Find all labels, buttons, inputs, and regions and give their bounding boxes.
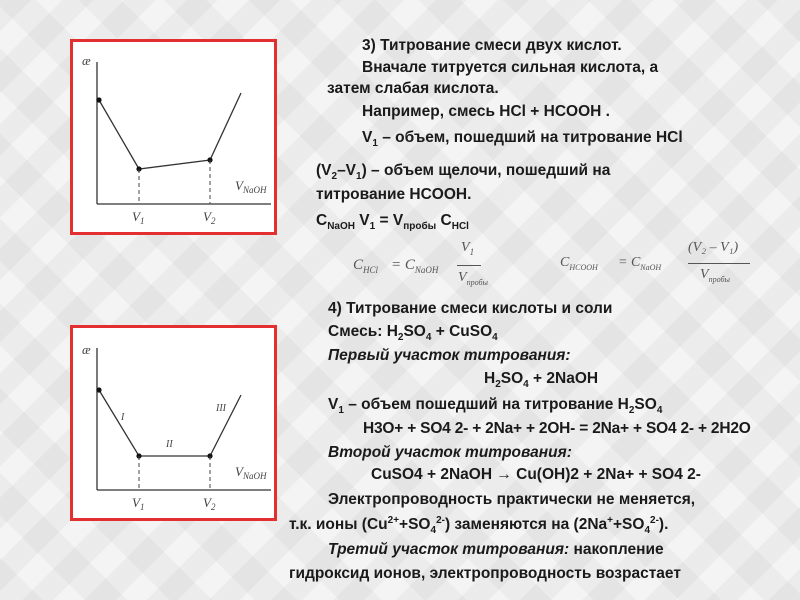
region-3-label: III <box>216 403 226 414</box>
formula-2-lhs: $C_{HCOOH}$ <box>560 255 598 272</box>
section-3-example: Например, смесь HCl + HCOOH . <box>362 103 610 120</box>
section-3-v1-definition: $V_1$ – объем, пошедший на титрование HCl <box>362 129 683 150</box>
x-axis-label: $V_{NaOH}$ <box>235 464 267 481</box>
section-4-ions-note: т.к. ионы $(Cu^{2+}+SO_4^{2-})$ заменяются на $(2Na^++SO_4^{2-})$. <box>289 514 669 537</box>
v1-tick-label: $V_1$ <box>132 495 145 512</box>
section-4-conductivity-note: Электропроводность практически не меняется, <box>328 491 696 508</box>
section-4-title: 4) Титрование смеси кислоты и соли <box>328 300 613 317</box>
graph-titration-two-acids <box>70 39 277 235</box>
x-axis-label: $V_{NaOH}$ <box>235 178 267 195</box>
formula-1-rhs: = $C_{NaOH}$ <box>391 257 439 275</box>
region-2-label: II <box>166 439 173 450</box>
formula-2-denominator: $V_{пробы}$ <box>700 267 730 284</box>
graph-titration-acid-salt <box>70 325 277 521</box>
graph-1-svg <box>73 42 274 232</box>
section-3-title: 3) Титрование смеси двух кислот. <box>362 37 622 54</box>
section-4-mixture: Смесь: $H_2SO_4$ + CuSO$_4$ <box>328 323 498 344</box>
graph-2-svg <box>73 328 274 518</box>
section-4-first-stage: Первый участок титрования: <box>328 347 571 364</box>
formula-1-denominator: $V_{пробы}$ <box>458 270 488 287</box>
formula-1-fraction-bar <box>457 265 481 266</box>
section-3-line-2: затем слабая кислота. <box>327 80 499 97</box>
section-4-reaction-2: CuSO4 + 2NaOH → Cu(OH)2 + 2Na+ + SO4 2- <box>371 466 701 483</box>
start-point <box>96 97 101 102</box>
formula-2-rhs: = $C_{NaOH}$ <box>618 255 662 272</box>
section-4-third-stage: Третий участок титрования: накопление <box>328 541 664 558</box>
section-3-equation: $C_{NaOH}$ $V_1 = V_{пробы}$ $C_{HCl}$ <box>316 212 469 233</box>
formula-c-hcooh <box>560 240 760 294</box>
v1-tick-label: $V_1$ <box>132 209 145 226</box>
section-4-reaction-1: $H_2SO_4$ + 2NaOH <box>484 370 599 391</box>
formula-c-hcl <box>353 240 488 294</box>
section-3-line-1: Вначале титруется сильная кислота, а <box>362 59 659 76</box>
section-4-v1-definition: $V_1$ – объем пошедший на титрование $H_2SO_4$ <box>328 396 663 417</box>
v2-tick-label: $V_2$ <box>203 209 216 226</box>
formula-1-lhs: $C_{HCl}$ <box>353 257 379 275</box>
formula-2-numerator: (V₂ – V₁) <box>688 240 739 255</box>
section-4-last-line: гидроксид ионов, электропроводность возрастает <box>289 565 681 582</box>
start-point <box>96 387 101 392</box>
formula-2-fraction-bar <box>688 263 750 264</box>
y-axis-label: æ <box>82 53 91 68</box>
section-3-v2-definition: $(V_2-V_1)$ – объем щелочи, пошедший на <box>316 162 611 183</box>
section-4-ionic-equation: H3O+ + SO4 2- + 2Na+ + 2OH- = 2Na+ + SO4 2- + 2H2O <box>363 420 751 437</box>
region-1-label: I <box>121 412 125 423</box>
formula-1-numerator: $V_1$ <box>461 240 475 257</box>
v2-tick-label: $V_2$ <box>203 495 216 512</box>
conductivity-curve <box>99 93 241 169</box>
y-axis-label: æ <box>82 342 91 357</box>
section-4-second-stage: Второй участок титрования: <box>328 444 572 461</box>
section-3-line-6: титрование HCOOH. <box>316 186 472 203</box>
